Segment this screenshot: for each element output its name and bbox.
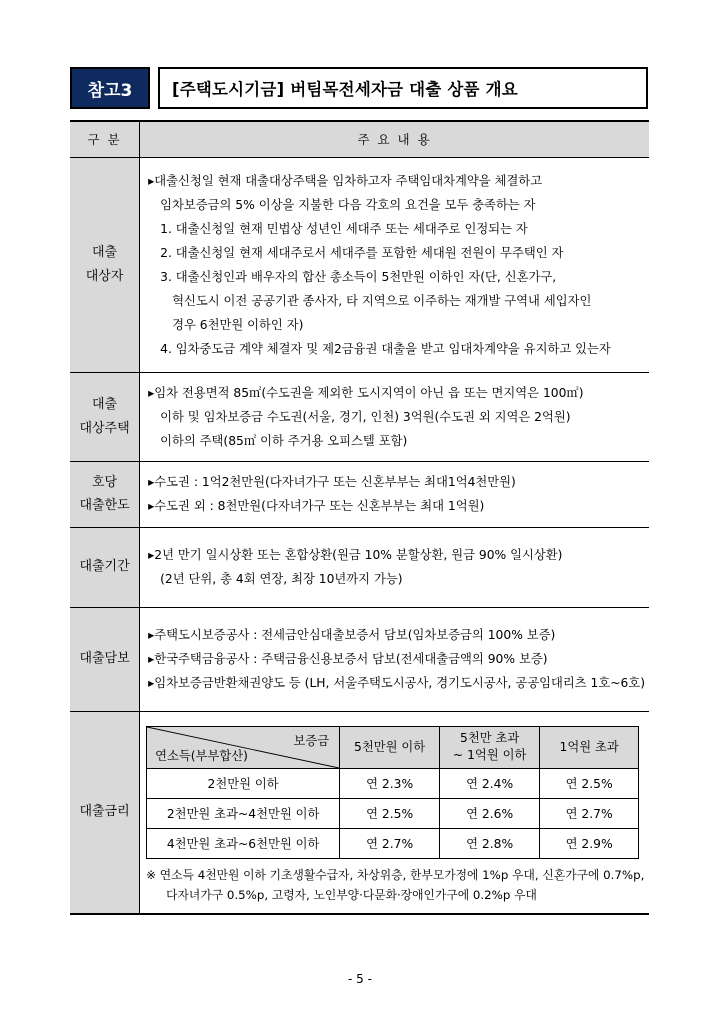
loan-overview-table: [70, 120, 649, 915]
col-header-deposit-1: 5천만원 이하: [340, 726, 440, 768]
content-rate: [140, 711, 649, 914]
list-item: 2. 대출신청일 현재 세대주로서 세대주를 포함한 세대원 전원이 무주택인 자: [160, 245, 564, 260]
page-header: [70, 67, 648, 109]
rate-cell: 연 2.5%: [340, 798, 440, 828]
header-category: 구 분: [70, 121, 140, 157]
row-period: [70, 527, 649, 607]
label-rate: 대출금리: [70, 711, 140, 914]
rate-cell: 연 2.4%: [440, 768, 540, 798]
interest-rate-table: [146, 726, 639, 859]
content-house: [140, 372, 649, 461]
col-header-deposit-2: 5천만 초과 ~ 1억원 이하: [440, 726, 540, 768]
row-house: [70, 372, 649, 461]
table-row: [147, 798, 639, 828]
header-content: 주 요 내 용: [140, 121, 649, 157]
content-collateral: [140, 607, 649, 711]
row-target: [70, 157, 649, 372]
list-item: 경우 6천만원 이하인 자): [172, 317, 304, 332]
rate-cell: 연 2.8%: [440, 828, 540, 858]
deposit-label: 보증금: [293, 733, 330, 748]
label-house: 대출 대상주택: [70, 372, 140, 461]
label-target: 대출 대상자: [70, 157, 140, 372]
list-item: ▸임차보증금반환채권양도 등 (LH, 서울주택도시공사, 경기도시공사, 공공임대리츠 1호~6호): [148, 676, 645, 690]
reference-tag: 참고3: [70, 67, 150, 109]
list-item: 이하의 주택(85㎡ 이하 주거용 오피스텔 포함): [160, 433, 408, 448]
list-item: (2년 단위, 총 4회 연장, 최장 10년까지 가능): [160, 572, 403, 586]
list-item: 임차보증금의 5% 이상을 지불한 다음 각호의 요건을 모두 충족하는 자: [160, 197, 536, 212]
list-item: ▸주택도시보증공사 : 전세금안심대출보증서 담보(임차보증금의 100% 보증): [148, 628, 556, 642]
list-item: ▸수도권 외 : 8천만원(다자녀가구 또는 신혼부부는 최대 1억원): [148, 499, 485, 513]
row-collateral: [70, 607, 649, 711]
table-row: [147, 828, 639, 858]
income-cell: 4천만원 초과~6천만원 이하: [147, 828, 340, 858]
content-limit: [140, 461, 649, 527]
income-cell: 2천만원 초과~4천만원 이하: [147, 798, 340, 828]
content-period: [140, 527, 649, 607]
income-cell: 2천만원 이하: [147, 768, 340, 798]
list-item: 4. 임차중도금 계약 체결자 및 제2금융권 대출을 받고 임대차계약을 유지하고 있는자: [160, 341, 611, 356]
rate-note-line-2: 다자녀가구 0.5%p, 고령자, 노인부양·다문화·장애인가구에 0.2%p 우대: [166, 887, 537, 902]
rate-cell: 연 2.7%: [540, 798, 639, 828]
list-item: ▸2년 만기 일시상환 또는 혼합상환(원금 10% 분할상환, 원금 90% 일시상환): [148, 548, 563, 562]
page-number: - 5 -: [348, 972, 372, 986]
list-item: 혁신도시 이전 공공기관 종사자, 타 지역으로 이주하는 재개발 구역내 세입자인: [172, 293, 592, 308]
income-label: 연소득(부부합산): [155, 748, 248, 763]
rate-cell: 연 2.9%: [540, 828, 639, 858]
table-header-row: [70, 121, 649, 157]
label-period: 대출기간: [70, 527, 140, 607]
rate-cell: 연 2.3%: [340, 768, 440, 798]
rate-cell: 연 2.6%: [440, 798, 540, 828]
row-rate: [70, 711, 649, 914]
col-header-deposit-3: 1억원 초과: [540, 726, 639, 768]
document-title: [주택도시기금] 버팀목전세자금 대출 상품 개요: [158, 67, 648, 109]
list-item: ▸한국주택금융공사 : 주택금융신용보증서 담보(전세대출금액의 90% 보증): [148, 652, 548, 666]
list-item: ▸대출신청일 현재 대출대상주택을 임차하고자 주택임대차계약을 체결하고: [148, 173, 543, 188]
label-limit: 호당 대출한도: [70, 461, 140, 527]
diagonal-header-cell: [147, 726, 340, 768]
rate-header-row: [147, 726, 639, 768]
row-limit: [70, 461, 649, 527]
list-item: 3. 대출신청인과 배우자의 합산 총소득이 5천만원 이하인 자(단, 신혼가구,: [160, 269, 557, 284]
rate-note-line-1: ※ 연소득 4천만원 이하 기초생활수급자, 차상위층, 한부모가정에 1%p 우대, 신혼가구에 0.7%p,: [146, 867, 645, 882]
list-item: 이하 및 임차보증금 수도권(서울, 경기, 인천) 3억원(수도권 외 지역은 2억원): [160, 409, 571, 424]
list-item: 1. 대출신청일 현재 민법상 성년인 세대주 또는 세대주로 인정되는 자: [160, 221, 528, 236]
list-item: ▸임차 전용면적 85㎡(수도권을 제외한 도시지역이 아닌 읍 또는 면지역은 100㎡): [148, 385, 584, 400]
table-row: [147, 768, 639, 798]
rate-cell: 연 2.7%: [340, 828, 440, 858]
list-item: ▸수도권 : 1억2천만원(다자녀가구 또는 신혼부부는 최대1억4천만원): [148, 475, 516, 489]
content-target: [140, 157, 649, 372]
rate-cell: 연 2.5%: [540, 768, 639, 798]
label-collateral: 대출담보: [70, 607, 140, 711]
